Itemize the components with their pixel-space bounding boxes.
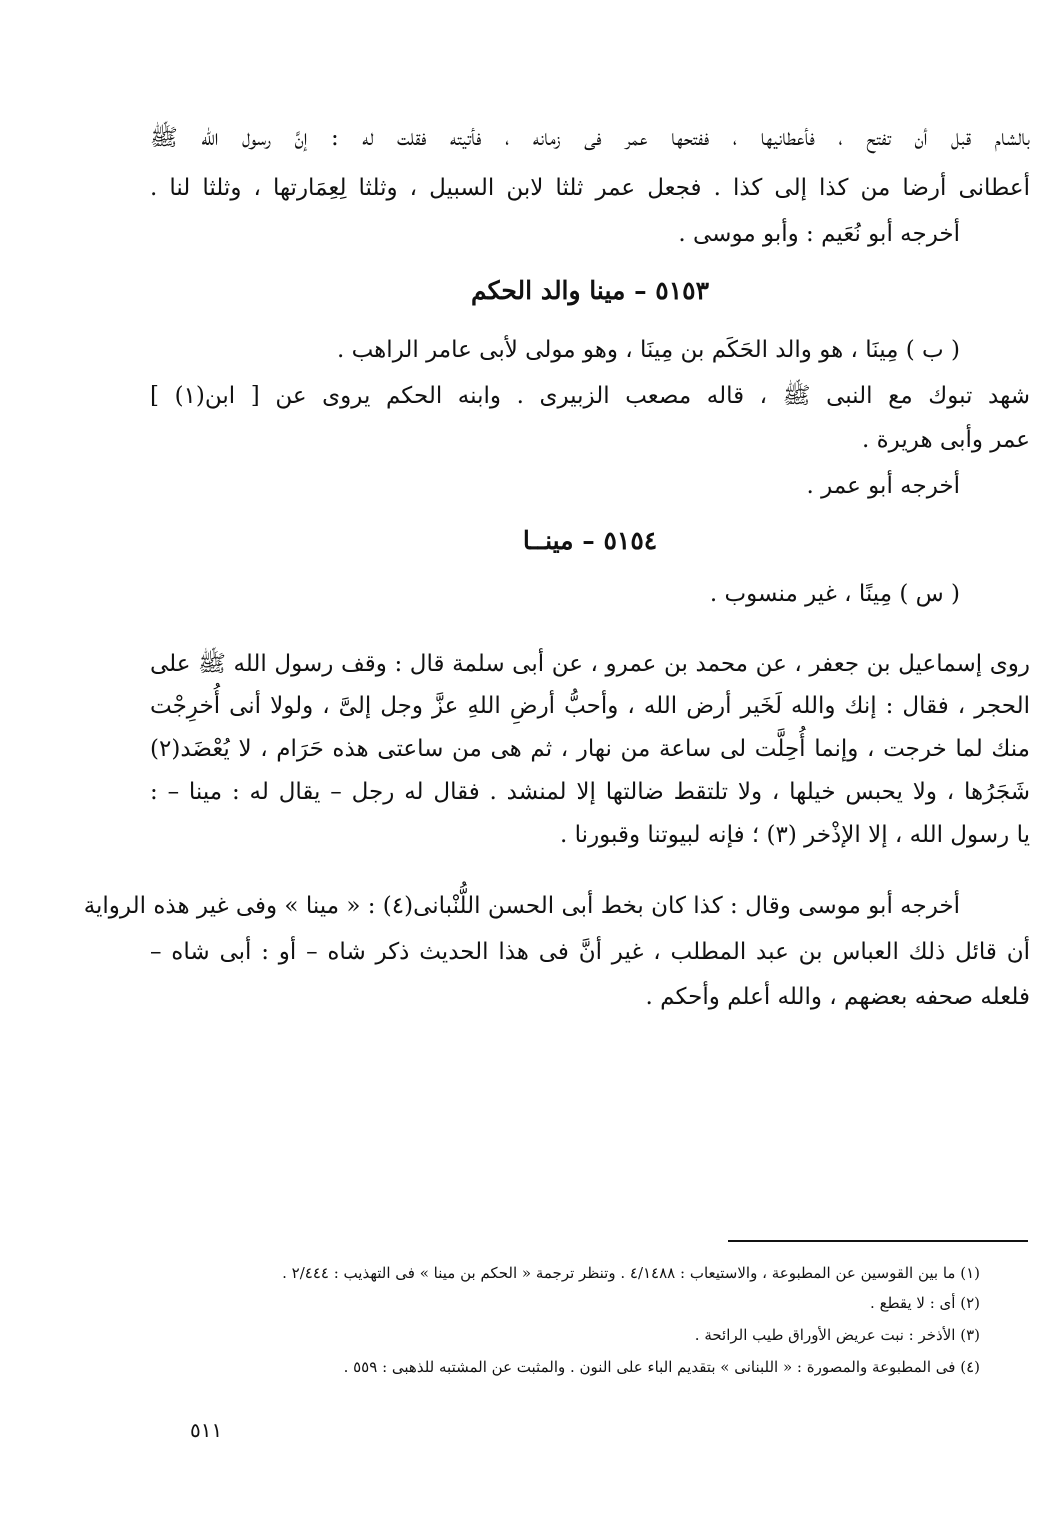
entry-5154-line-3: الحجر ، فقال : إنك والله لَخَير أرض الله ، وأحبُّ أرضِ اللهِ عزَّ وجل إلىَّ ، ولولا أنى أُخرِجْت (150, 693, 1030, 719)
entry-heading-5154: ٥١٥٤ – مينــا (522, 526, 658, 555)
entry-5153-line-1: ( ب ) مِينَا ، هو والد الحَكَم بن مِينَا ، وهو مولى لأبى عامر الراهب . (336, 337, 960, 363)
entry-5153-attribution: أخرجه أبو عمر . (806, 473, 960, 499)
continuation-line-2: أعطانى أرضا من كذا إلى كذا . فجعل عمر ثلثا لابن السبيل ، وثلثا لِعِمَارتها ، وثلثا لنا . (150, 175, 1030, 201)
footnote-1: (١) ما بين القوسين عن المطبوعة ، والاستيعاب : ٤/١٤٨٨ . وتنظر ترجمة « الحكم بن مينا » فى التهذيب : ٢/٤٤٤ . (282, 1264, 980, 1282)
footnote-4: (٤) فى المطبوعة والمصورة : « اللبنانى » بتقديم الباء على النون . والمثبت عن المشتبه للذهبى : ٥٥٩ . (343, 1358, 980, 1376)
footnote-2: (٢) أى : لا يقطع . (870, 1294, 980, 1312)
entry-5154-line-1: ( س ) مِينًا ، غير منسوب . (709, 581, 960, 607)
entry-5153-line-2: شهد تبوك مع النبى ﷺ ، قاله مصعب الزبيرى . وابنه الحكم يروى عن [ ابن(١) ] (150, 383, 1030, 409)
attribution-line: أخرجه أبو نُعَيم : وأبو موسى . (678, 221, 960, 247)
footnote-3: (٣) الأذخر : نبت عريض الأوراق طيب الرائحة . (694, 1326, 980, 1344)
entry-5154-line-7: أخرجه أبو موسى وقال : كذا كان بخط أبى الحسن اللُّنْبانى(٤) : « مينا » وفى غير هذه الرواية (83, 893, 960, 919)
entry-5154-line-6: يا رسول الله ، إلا الإذْخر (٣) ؛ فإنه لبيوتنا وقبورنا . (560, 822, 1030, 848)
footnote-divider (728, 1240, 1028, 1242)
entry-5154-line-9: فلعله صحفه بعضهم ، والله أعلم وأحكم . (645, 984, 1030, 1010)
page-number: ٥١١ (190, 1418, 223, 1442)
entry-heading-5153: ٥١٥٣ – مينا والد الحكم (470, 276, 710, 305)
entry-5154-line-5: شَجَرُها ، ولا يحبس خيلها ، ولا تلتقط ضالتها إلا لمنشد . فقال له رجل – يقال له : مينا – : (150, 779, 1030, 805)
continuation-line-1: بالشام قبل أن تفتح ، فأعطانيها ، ففتحها عمر فى زمانه ، فأتيته فقلت له : إنَّ رسول الله ﷺ (150, 125, 1030, 151)
entry-5154-line-8: أن قائل ذلك العباس بن عبد المطلب ، غير أنَّ فى هذا الحديث ذكر شاه – أو : أبى شاه – (150, 939, 1030, 965)
entry-5153-line-3: عمر وأبى هريرة . (862, 427, 1030, 453)
entry-5154-line-2: روى إسماعيل بن جعفر ، عن محمد بن عمرو ، عن أبى سلمة قال : وقف رسول الله ﷺ على (150, 651, 1030, 677)
entry-5154-line-4: منك لما خرجت ، وإنما أُحِلَّت لى ساعة من نهار ، ثم هى من ساعتى هذه حَرَام ، لا يُعْضَد(٢) (150, 736, 1030, 762)
